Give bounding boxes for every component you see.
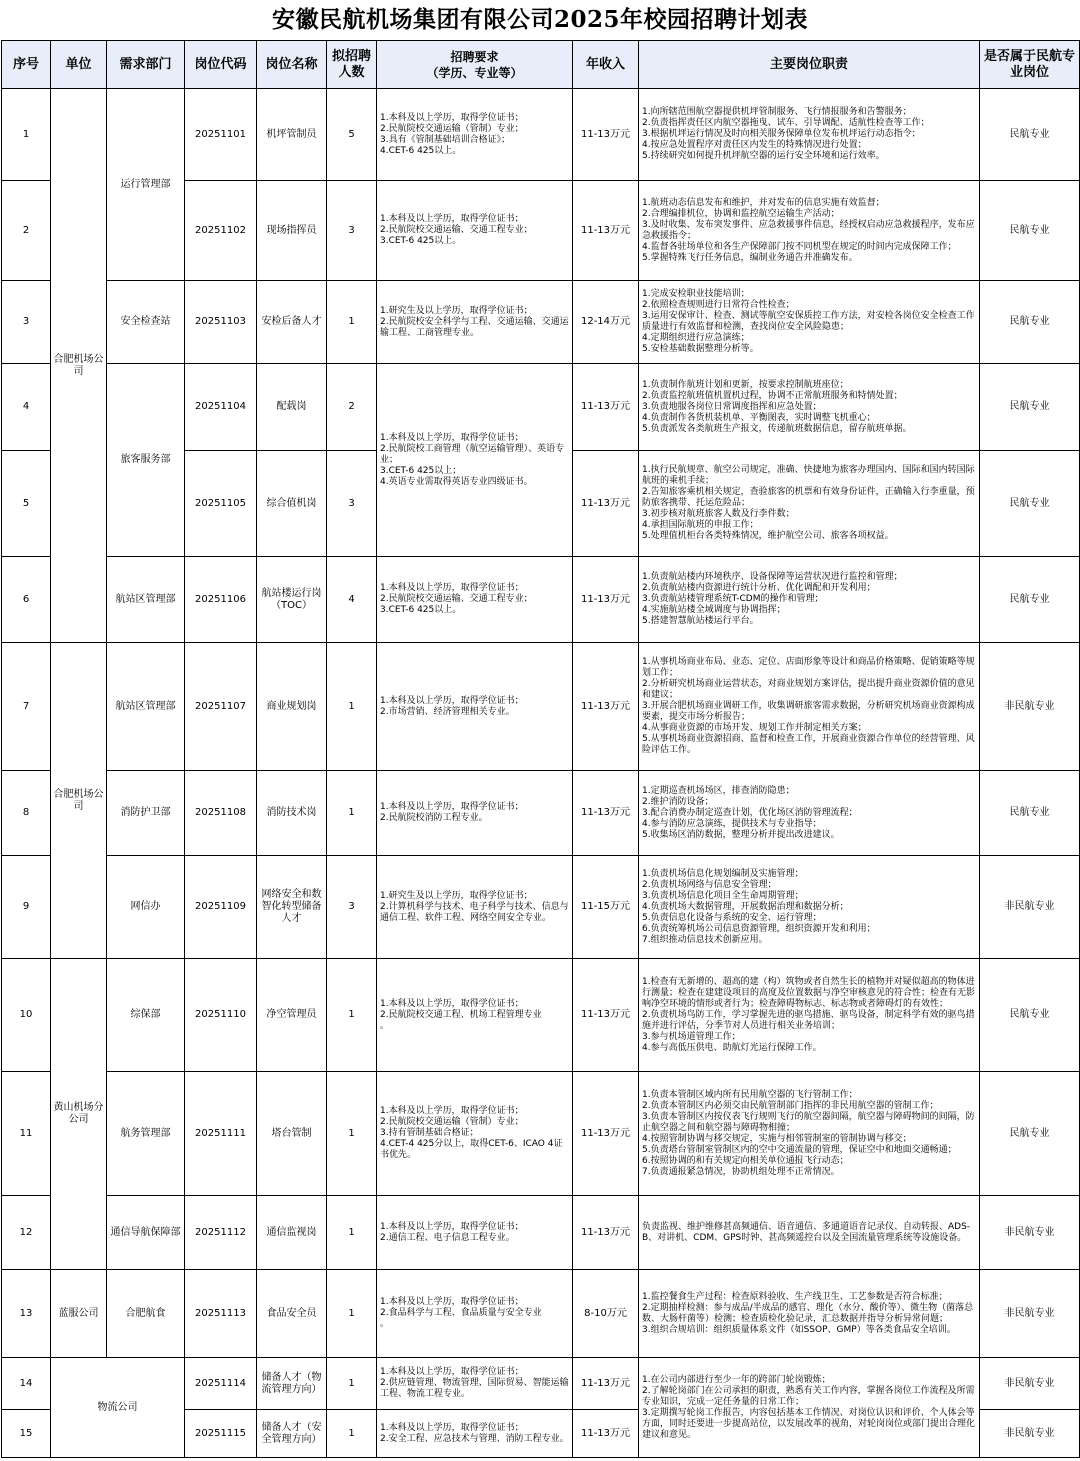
- cell-req: 1.研究生及以上学历，取得学位证书； 2.计算机科学与技术、电子科学与技术、信息与通信工程、软件工程、网络空间安全专业。: [377, 856, 573, 959]
- cell-duty: 负责监视、维护维修甚高频通信、语音通信、多通道语音记录仪、自动转报、ADS-B、对讲机、CDM、GPS时钟、甚高频遥控台以及全国流量管理系统等设施设备。: [639, 1196, 980, 1270]
- cell-name: 储备人才（安全管理方向）: [257, 1410, 327, 1458]
- cell-civil: 民航专业: [980, 557, 1080, 643]
- cell-income: 11-13万元: [573, 771, 639, 856]
- cell-name: 航站楼运行岗（TOC）: [257, 557, 327, 643]
- cell-civil: 民航专业: [980, 281, 1080, 364]
- table-row: [2, 557, 1080, 643]
- cell-name: 网络安全和数智化转型储备人才: [257, 856, 327, 959]
- table-row: [2, 89, 1080, 181]
- cell-seq: 1: [2, 89, 51, 181]
- cell-duty: 1.监控餐食生产过程：检查原料验收、生产线卫生、工艺参数是否符合标准； 2.定期抽样检测：参与成品/半成品的感官、理化（水分、酸价等）、微生物（菌落总数、大肠杆菌等）检测；检查质检化验记录，汇总数据并指导分析异常问题； 3.组织合规培训：组织质量体系文件（如SSOP、GMP）等各类食品安全培训。: [639, 1270, 980, 1358]
- cell-income: 11-13万元: [573, 364, 639, 451]
- cell-code: 20251103: [185, 281, 257, 364]
- cell-code: 20251102: [185, 181, 257, 281]
- cell-count: 3: [327, 451, 377, 557]
- cell-seq: 9: [2, 856, 51, 959]
- cell-code: 20251104: [185, 364, 257, 451]
- cell-dept: 网信办: [107, 856, 185, 959]
- cell-civil: 民航专业: [980, 89, 1080, 181]
- page-title: 安徽民航机场集团有限公司2025年校园招聘计划表: [271, 6, 808, 33]
- cell-seq: 3: [2, 281, 51, 364]
- cell-req: 1.本科及以上学历，取得学位证书； 2.供应链管理、物流管理、国际贸易、智能运输工程、物流工程专业。: [377, 1358, 573, 1410]
- table-row: [2, 959, 1080, 1072]
- cell-req: 1.本科及以上学历，取得学位证书； 2.民航院校工商管理（航空运输管理）、英语专业； 3.CET-6 425以上； 4.英语专业需取得英语专业四级证书。: [377, 364, 573, 557]
- cell-name: 配载岗: [257, 364, 327, 451]
- cell-dept: 安全检查站: [107, 281, 185, 364]
- cell-req: 1.本科及以上学历，取得学位证书； 2.民航院校消防工程专业。: [377, 771, 573, 856]
- cell-count: 3: [327, 856, 377, 959]
- cell-req: 1.本科及以上学历，取得学位证书； 2.食品科学与工程、食品质量与安全专业 。: [377, 1270, 573, 1358]
- table-row: [2, 643, 1080, 771]
- table-row: [2, 771, 1080, 856]
- cell-count: 4: [327, 557, 377, 643]
- cell-req: 1.本科及以上学历，取得学位证书； 2.民航院校交通运输（管制）专业； 3.具有《管制基础培训合格证》； 4.CET-6 425以上。: [377, 89, 573, 181]
- cell-duty: 1.检查有无新增的、超高的建（构）筑物或者自然生长的植物并对疑似超高的物体进行测量；检查在建建设项目的高度及位置数据与净空审核意见的符合性；检查有无影响净空环境的情形或者行为；检查障碍物标志、标志物或者障碍灯的有效性； 2.负责机场鸟防工作，学习掌握先进的驱鸟措施、驱鸟设备，制定科学有效的驱鸟措施并进行评估，分季节对人员进行相关业务培训； 3.参与机场道管理工作； 4.参与高低压供电、助航灯光运行保障工作。: [639, 959, 980, 1072]
- cell-req: 1.本科及以上学历，取得学位证书； 2.通信工程、电子信息工程专业。: [377, 1196, 573, 1270]
- cell-duty: 1.完成安检职业技能培训； 2.依照检查规则进行日常符合性检查； 3.运用安保审计、检查、测试等航空安保质控工作方法，对安检各岗位安全检查工作质量进行有效监督和检测，查找岗位安全风险隐患； 4.定期组织进行应急演练； 5.安检基础数据整理分析等。: [639, 281, 980, 364]
- header-name: 岗位名称: [257, 41, 327, 89]
- header-req-line1: 招聘要求: [450, 49, 499, 64]
- cell-income: 11-13万元: [573, 1196, 639, 1270]
- cell-seq: 7: [2, 643, 51, 771]
- cell-civil: 非民航专业: [980, 1410, 1080, 1458]
- cell-code: 20251107: [185, 643, 257, 771]
- cell-duty: 1.执行民航规章、航空公司规定，准确、快捷地为旅客办理国内、国际和国内转国际航班的乘机手续； 2.告知旅客乘机相关规定，查验旅客的机票和有效身份证件，正确输入行李重量，预防旅客携带、托运危险品； 3.初步核对航班旅客人数及行李件数； 4.承担国际航班的申报工作； 5.处理值机柜台各类特殊情况，维护航空公司、旅客各项权益。: [639, 451, 980, 557]
- cell-civil: 非民航专业: [980, 1196, 1080, 1270]
- cell-unit: 黄山机场分公司: [51, 959, 107, 1270]
- header-income: 年收入: [573, 41, 639, 89]
- cell-income: 11-13万元: [573, 1410, 639, 1458]
- cell-name: 现场指挥员: [257, 181, 327, 281]
- cell-income: 11-13万元: [573, 1358, 639, 1410]
- cell-req: 1.研究生及以上学历，取得学位证书； 2.民航院校安全科学与工程、交通运输、交通运输工程、工商管理专业。: [377, 281, 573, 364]
- cell-civil: 非民航专业: [980, 856, 1080, 959]
- cell-civil: 非民航专业: [980, 643, 1080, 771]
- cell-seq: 15: [2, 1410, 51, 1458]
- table-row: [2, 1072, 1080, 1196]
- cell-civil: 民航专业: [980, 364, 1080, 451]
- cell-civil: 非民航专业: [980, 1270, 1080, 1358]
- cell-seq: 5: [2, 451, 51, 557]
- cell-name: 食品安全员: [257, 1270, 327, 1358]
- cell-code: 20251113: [185, 1270, 257, 1358]
- cell-count: 1: [327, 1072, 377, 1196]
- cell-code: 20251101: [185, 89, 257, 181]
- cell-name: 净空管理员: [257, 959, 327, 1072]
- cell-civil: 民航专业: [980, 959, 1080, 1072]
- cell-duty: 1.负责制作航班计划和更新，按要求控制航班座位； 2.负责监控航班值机置机过程，协调不正常航班服务和特情处置； 3.负责地服各岗位日常调度指挥和应急处置； 4.负责制作各货机装机单、平衡图表，实时调整飞机重心； 5.负责派发各类航班生产报文，传递航班数据信息，留存航班单据。: [639, 364, 980, 451]
- table-row: [2, 856, 1080, 959]
- cell-dept: 通信导航保障部: [107, 1196, 185, 1270]
- cell-req: 1.本科及以上学历，取得学位证书； 2.民航院校交通工程、机场工程管理专业 。: [377, 959, 573, 1072]
- header-req: [377, 41, 573, 89]
- cell-count: 1: [327, 1270, 377, 1358]
- cell-req: 1.本科及以上学历，取得学位证书； 2.市场营销、经济管理相关专业。: [377, 643, 573, 771]
- cell-duty: 1.负责机场信息化规划编制及实施管理； 2.负责机场网络与信息安全管理； 3.负责机场信息化项目全生命周期管理； 4.负责机场大数据管理，开展数据治理和数据分析； 5.负责信息化设备与系统的安全、运行管理； 6.负责统筹机场公司信息资源管理，组织资源开发和利用； 7.组织推动信息技术创新应用。: [639, 856, 980, 959]
- cell-count: 1: [327, 959, 377, 1072]
- cell-count: 1: [327, 1358, 377, 1410]
- cell-code: 20251114: [185, 1358, 257, 1410]
- table-row: [2, 1270, 1080, 1358]
- header-unit: 单位: [51, 41, 107, 89]
- cell-req: 1.本科及以上学历，取得学位证书； 2.民航院校交通运输、交通工程专业； 3.CET-6 425以上。: [377, 557, 573, 643]
- cell-name: 机坪管制员: [257, 89, 327, 181]
- cell-unit: 合肥机场公司: [51, 89, 107, 643]
- cell-income: 11-13万元: [573, 181, 639, 281]
- cell-code: 20251108: [185, 771, 257, 856]
- header-dept: 需求部门: [107, 41, 185, 89]
- cell-name: 安检后备人才: [257, 281, 327, 364]
- cell-income: 11-13万元: [573, 1072, 639, 1196]
- table-row: [2, 281, 1080, 364]
- cell-count: 3: [327, 181, 377, 281]
- cell-duty: 1.航班动态信息发布和维护，并对发布的信息实施有效监督； 2.合理编排机位，协调和监控航空运输生产活动； 3.及时收集、发布突发事件、应急救援事件信息，经授权启动应急救援程序，发布应急救援指令； 4.监督各驻场单位和各生产保障部门按不同机型在规定的时间内完成保障工作； 5.掌握特殊飞行任务信息，编制业务通告并准确发布。: [639, 181, 980, 281]
- cell-name: 商业规划岗: [257, 643, 327, 771]
- cell-civil: 民航专业: [980, 181, 1080, 281]
- cell-duty: 1.负责本管制区域内所有民用航空器的飞行管制工作； 2.负责本管制区内必须交由民航管制部门指挥的非民用航空器的管制工作； 3.负责本管制区内按仪表飞行规则飞行的航空器间隔，航空器与障碍物间的间隔，防止航空器之间和航空器与障碍物相撞； 4.按照管制协调与移交规定，实施与相邻管制室的管制协调与移交； 5.负责塔台管制室管制区内的空中交通流量的管理，保证空中和地面交通畅通； 6.按照协调的和有关规定向相关单位通报飞行动态； 7.负责通报紧急情况，协助机组处理不正常情况。: [639, 1072, 980, 1196]
- cell-count: 1: [327, 643, 377, 771]
- cell-seq: 13: [2, 1270, 51, 1358]
- cell-count: 1: [327, 771, 377, 856]
- cell-duty: 1.在公司内部进行至少一年的跨部门轮岗锻炼； 2.了解轮岗部门在公司承担的职责，熟悉有关工作内容，掌握各岗位工作流程及所需专业知识，完成一定任务量的日常工作； 3.定期撰写轮岗工作报告，内容包括基本工作情况、对岗位认识和评价、个人体会等方面，同时还要进一步提高站位，以发展改革的视角，对轮岗岗位或部门提出合理化建议和意见。: [639, 1358, 980, 1458]
- cell-count: 1: [327, 1410, 377, 1458]
- cell-name: 综合值机岗: [257, 451, 327, 557]
- cell-unit: 蓝服公司: [51, 1270, 107, 1358]
- cell-duty: 1.向所辖范围航空器提供机坪管制服务、飞行情报服务和告警服务； 2.负责指挥责任区内航空器拖曳、试车、引导调配、适航性检查等工作； 3.根据机坪运行情况及时向相关服务保障单位发布机坪运行动态指令； 4.按应急处置程序对责任区内发生的特殊情况进行处置； 5.持续研究如何提升机坪航空器的运行安全环境和运行效率。: [639, 89, 980, 181]
- cell-code: 20251115: [185, 1410, 257, 1458]
- cell-duty: 1.负责航站楼内环境秩序、设备保障等运营状况进行监控和管理； 2.负责航站楼内资源进行统计分析、优化调配和开发利用； 3.负责航站楼管理系统T-CDM的操作和管理； 4.实施航站楼全域调度与协调指挥； 5.搭建智慧航站楼运行平台。: [639, 557, 980, 643]
- cell-name: 消防技术岗: [257, 771, 327, 856]
- cell-name: 通信监视岗: [257, 1196, 327, 1270]
- header-civil: 是否属于民航专业岗位: [980, 41, 1080, 89]
- cell-name: 塔台管制: [257, 1072, 327, 1196]
- cell-duty: 1.定期巡查机场场区，排查消防隐患； 2.维护消防设备； 3.配合消费办制定巡查计划，优化场区消防管理流程； 4.参与消防应急演练，提供技术与专业指导； 5.收集场区消防数据，整理分析并提出改进建议。: [639, 771, 980, 856]
- cell-count: 1: [327, 1196, 377, 1270]
- header-count: 拟招聘人数: [327, 41, 377, 89]
- cell-civil: 民航专业: [980, 1072, 1080, 1196]
- cell-code: 20251109: [185, 856, 257, 959]
- table-row: [2, 364, 1080, 451]
- cell-income: 11-13万元: [573, 451, 639, 557]
- cell-req: 1.本科及以上学历，取得学位证书； 2.安全工程、应急技术与管理、消防工程专业。: [377, 1410, 573, 1458]
- cell-income: 8-10万元: [573, 1270, 639, 1358]
- cell-count: 2: [327, 364, 377, 451]
- cell-name: 储备人才（物流管理方向）: [257, 1358, 327, 1410]
- cell-dept: 航站区管理部: [107, 643, 185, 771]
- cell-dept: 航务管理部: [107, 1072, 185, 1196]
- cell-dept: 运行管理部: [107, 89, 185, 281]
- header-req-line2: （学历、专业等）: [426, 65, 523, 80]
- cell-seq: 2: [2, 181, 51, 281]
- cell-dept: 综保部: [107, 959, 185, 1072]
- cell-code: 20251112: [185, 1196, 257, 1270]
- cell-req: 1.本科及以上学历，取得学位证书； 2.民航院校交通运输、交通工程专业； 3.CET-6 425以上。: [377, 181, 573, 281]
- cell-code: 20251110: [185, 959, 257, 1072]
- header-code: 岗位代码: [185, 41, 257, 89]
- cell-income: 11-15万元: [573, 856, 639, 959]
- recruitment-table: [1, 40, 1080, 1458]
- header-duty: 主要岗位职责: [639, 41, 980, 89]
- cell-civil: 非民航专业: [980, 1358, 1080, 1410]
- cell-count: 5: [327, 89, 377, 181]
- cell-civil: 民航专业: [980, 451, 1080, 557]
- cell-income: 11-13万元: [573, 959, 639, 1072]
- cell-seq: 12: [2, 1196, 51, 1270]
- cell-unit: 合肥机场公司: [51, 643, 107, 959]
- cell-dept: 合肥航食: [107, 1270, 185, 1358]
- cell-dept: 航站区管理部: [107, 557, 185, 643]
- cell-income: 11-13万元: [573, 557, 639, 643]
- cell-code: 20251111: [185, 1072, 257, 1196]
- cell-duty: 1.从事机场商业布局、业态、定位、店面形象等设计和商品价格策略、促销策略等规划工作； 2.分析研究机场商业运营状态，对商业规划方案评估，提出提升商业资源价值的意见和建议； 3.开展合肥机场商业调研工作，收集调研旅客需求数据，分析研究机场商业资源构成要素，提交市场分析报告； 4.从事商业资源的市场开发、规划工作并制定相关方案； 5.从事机场商业资源招商、监督和检查工作，开展商业资源合作单位的经营管理、风险评估工作。: [639, 643, 980, 771]
- cell-income: 11-13万元: [573, 89, 639, 181]
- cell-code: 20251105: [185, 451, 257, 557]
- cell-seq: 8: [2, 771, 51, 856]
- cell-code: 20251106: [185, 557, 257, 643]
- table-row: [2, 1196, 1080, 1270]
- table-row: [2, 1358, 1080, 1410]
- cell-unit: 物流公司: [51, 1358, 185, 1458]
- cell-seq: 10: [2, 959, 51, 1072]
- header-seq: 序号: [2, 41, 51, 89]
- cell-income: 11-13万元: [573, 643, 639, 771]
- cell-seq: 14: [2, 1358, 51, 1410]
- cell-seq: 11: [2, 1072, 51, 1196]
- cell-dept: 旅客服务部: [107, 364, 185, 557]
- cell-dept: 消防护卫部: [107, 771, 185, 856]
- cell-income: 12-14万元: [573, 281, 639, 364]
- cell-req: 1.本科及以上学历，取得学位证书； 2.民航院校交通运输（管制）专业； 3.持有管制基础合格证； 4.CET-4 425分以上，取得CET-6、ICAO 4证书优先。: [377, 1072, 573, 1196]
- header-row: [2, 41, 1080, 89]
- cell-seq: 6: [2, 557, 51, 643]
- cell-civil: 民航专业: [980, 771, 1080, 856]
- cell-count: 1: [327, 281, 377, 364]
- cell-seq: 4: [2, 364, 51, 451]
